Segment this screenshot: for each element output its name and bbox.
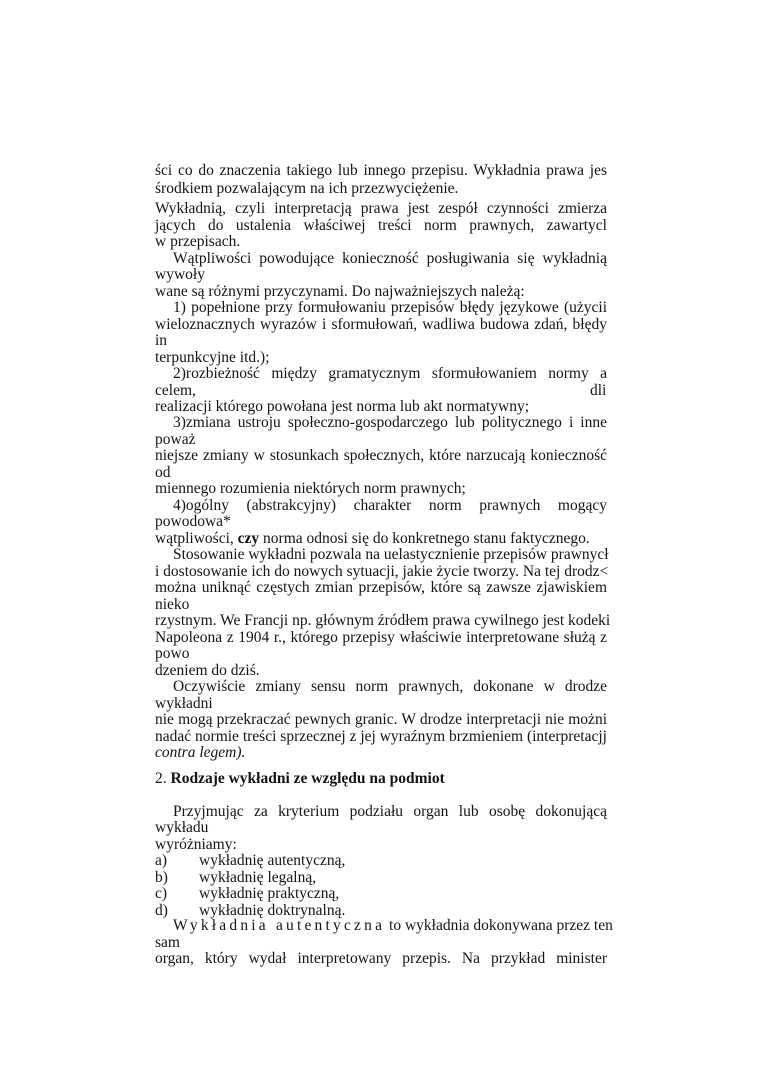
list-marker: a) xyxy=(155,852,168,869)
list-item-text: wykładnię autentyczną, xyxy=(199,852,346,869)
text-line: ści co do znaczenia takiego lub innego przepisu. Wykładnia prawa jes xyxy=(155,162,607,179)
list-item-line: powodowa* xyxy=(155,513,231,530)
text-line: i dostosowanie ich do nowych sytuacji, jakie życie tworzy. Na tej drodz< xyxy=(155,563,609,580)
list-item-line: 2)rozbieżność między gramatycznym sformułowaniem normy a xyxy=(173,365,607,382)
list-item-line: poważ xyxy=(155,431,196,448)
text-line: Napoleona z 1904 r., którego przepisy właściwie interpretowane służą z xyxy=(155,629,607,646)
list-item xyxy=(155,852,607,870)
list-item-text: wykładnię praktyczną, xyxy=(199,885,340,902)
text-fragment: to wykładnia dokonywana przez ten xyxy=(389,917,613,934)
text-line: w przepisach. xyxy=(155,233,241,250)
list-item-line: miennego rozumienia niektórych norm prawnych; xyxy=(155,480,466,497)
list-marker: d) xyxy=(155,902,168,919)
text-line: contra legem). xyxy=(155,744,246,761)
text-line: organ, który wydał interpretowany przepis. Na przykład minister xyxy=(155,950,607,967)
text-line: wyróżniamy: xyxy=(155,836,237,853)
list-item-line: wieloznacznych wyrazów i sformułowań, wadliwa budowa zdań, błędy xyxy=(155,316,607,333)
text-line: nieko xyxy=(155,596,190,613)
list-item-line: terpunkcyjne itd.); xyxy=(155,349,270,366)
list-item-line: od xyxy=(155,464,171,481)
text-line: jących do ustalenia właściwej treści norm prawnych, zawartycl xyxy=(155,217,607,234)
list-item-line: in xyxy=(155,332,168,349)
text-line: Wykładnią, czyli interpretacją prawa jest zespół czynności zmierza xyxy=(155,200,607,217)
section-heading xyxy=(155,770,607,788)
list-item-line: 3)zmiana ustroju społeczno-gospodarczego lub politycznego i inne xyxy=(173,414,607,431)
list-item-text: wykładnię legalną, xyxy=(199,869,317,886)
text-fragment: norma odnosi się do konkretnego stanu faktycznego. xyxy=(263,530,590,547)
list-item xyxy=(155,869,607,887)
list-item xyxy=(155,885,607,903)
text-line: sam xyxy=(155,934,180,951)
section-title: Rodzaje wykładni ze względu na podmiot xyxy=(170,770,445,787)
text-line: Oczywiście zmiany sensu norm prawnych, dokonane w drodze xyxy=(173,678,607,695)
text-line: nie mogą przekraczać pewnych granic. W drodze interpretacji nie możni xyxy=(155,711,607,728)
bold-word: czy xyxy=(237,530,260,547)
list-marker: c) xyxy=(155,885,168,902)
text-line: środkiem pozwalającym na ich przezwyciężenie. xyxy=(155,180,459,197)
list-item-line: dli xyxy=(590,382,607,399)
text-line: dzeniem do dziś. xyxy=(155,662,260,679)
text-line: wywoły xyxy=(155,266,205,283)
list-item-line: 1) popełnione przy formułowaniu przepisów błędy językowe (użycii xyxy=(173,299,607,316)
list-item-line: 4)ogólny (abstrakcyjny) charakter norm prawnych mogący xyxy=(173,497,607,514)
text-line: nadać normie treści sprzecznej z jej wyraźnym brzmieniem (interpretacjj xyxy=(155,728,607,745)
text-line: Przyjmując za kryterium podziału organ lub osobę dokonującą xyxy=(173,803,607,820)
list-item-line xyxy=(155,530,607,548)
text-line: powo xyxy=(155,645,190,662)
spaced-term: Wykładnia autentyczna xyxy=(173,917,386,934)
section-number: 2. xyxy=(155,770,167,787)
text-line: wykładu xyxy=(155,819,209,836)
text-line: wane są różnymi przyczynami. Do najważniejszych należą: xyxy=(155,283,525,300)
list-item-text: wykładnię doktrynalną. xyxy=(199,902,346,919)
text-line: Wątpliwości powodujące konieczność posługiwania się wykładnią xyxy=(173,250,607,267)
text-line: wykładni xyxy=(155,695,213,712)
text-line: rzystnym. We Francji np. głównym źródłem prawa cywilnego jest kodeki xyxy=(155,612,611,629)
list-item-line: celem, xyxy=(155,382,196,399)
text-line: Stosowanie wykładni pozwala na uelastycznienie przepisów prawnycł xyxy=(173,546,609,563)
text-line: można uniknąć częstych zmian przepisów, które są zawsze zjawiskiem xyxy=(155,579,607,596)
list-item-line: realizacji którego powołana jest norma lub akt normatywny; xyxy=(155,398,530,415)
list-item-line: niejsze zmiany w stosunkach społecznych, które narzucają konieczność xyxy=(155,447,607,464)
text-line xyxy=(173,917,613,935)
text-fragment: wątpliwości, xyxy=(155,530,234,547)
list-marker: b) xyxy=(155,869,168,886)
